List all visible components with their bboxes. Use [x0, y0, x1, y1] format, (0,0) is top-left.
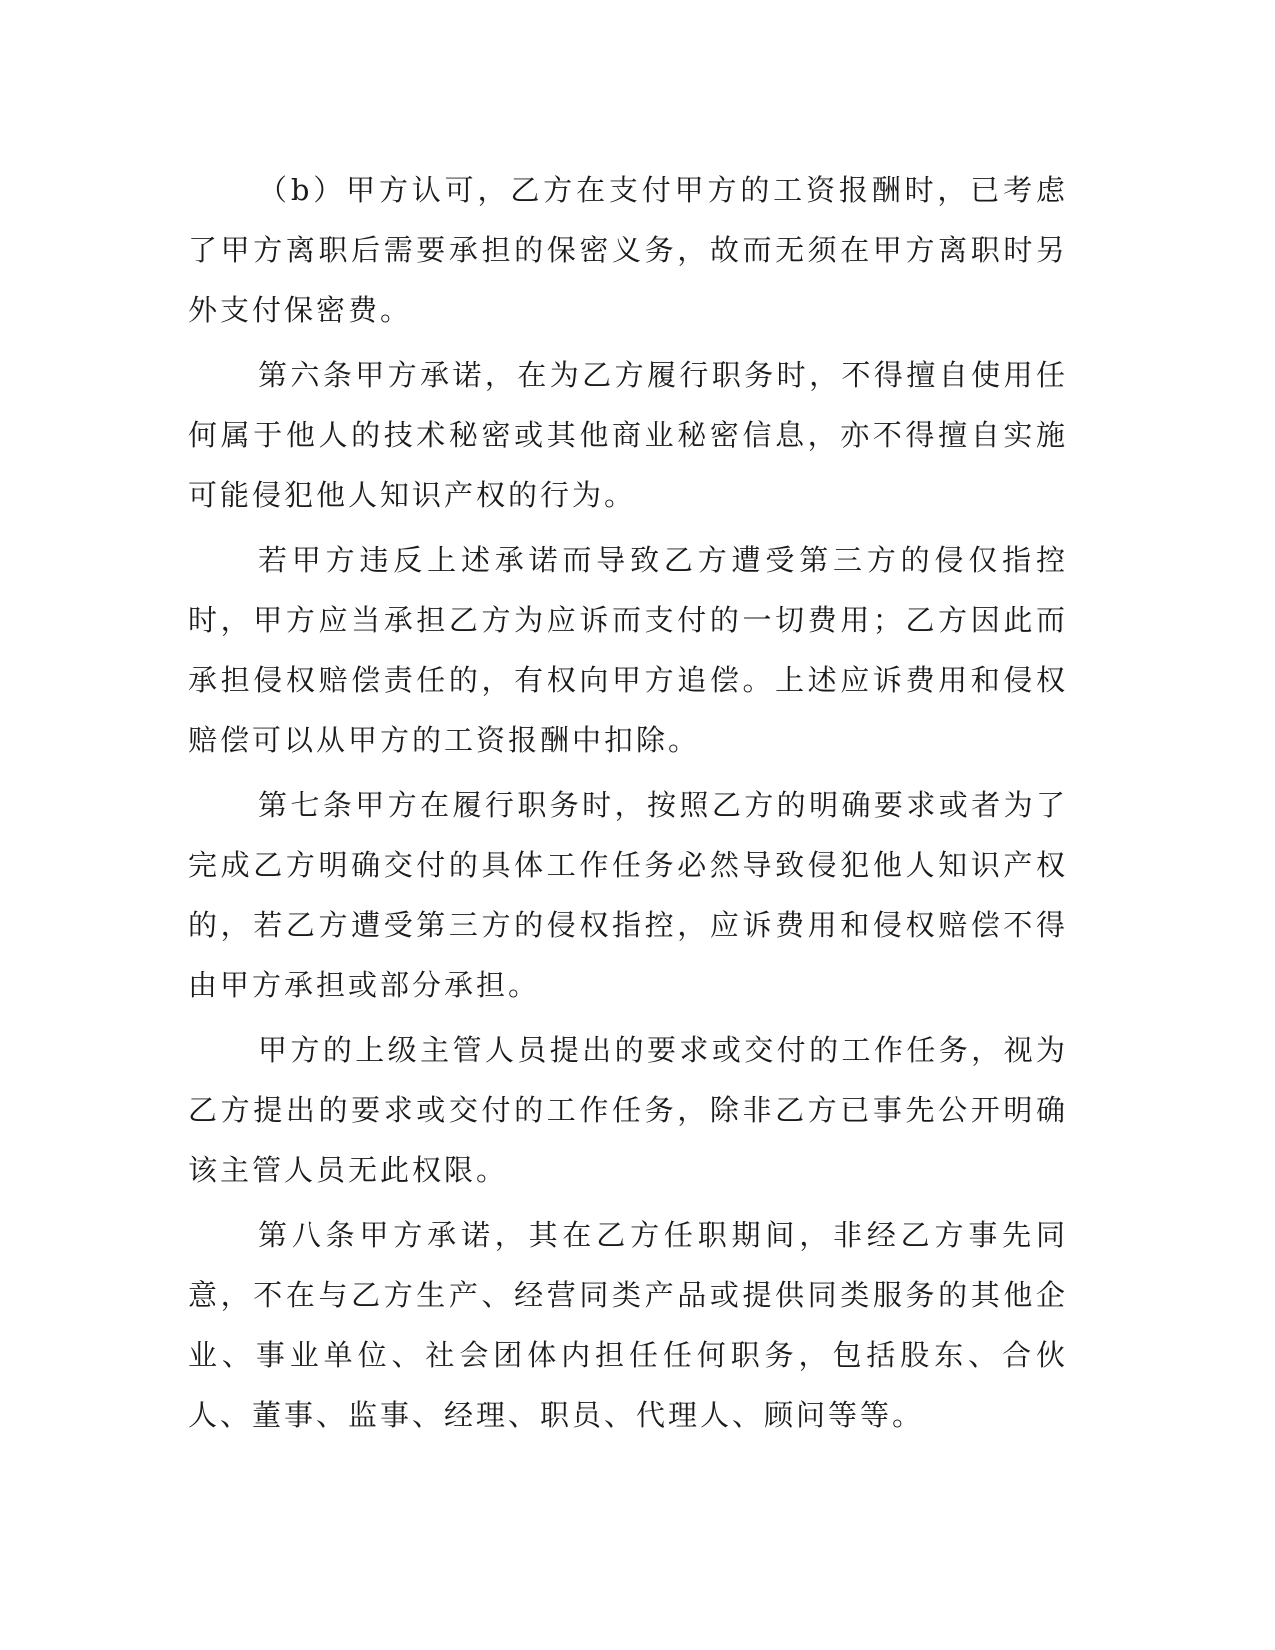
- paragraph-article-7: 第七条甲方在履行职务时，按照乙方的明确要求或者为了完成乙方明确交付的具体工作任务必然导致侵犯他人知识产权的，若乙方遭受第三方的侵权指控，应诉费用和侵权赔偿不得由甲方承担或部分承担。: [188, 788, 1068, 1002]
- paragraph-article-6: 第六条甲方承诺，在为乙方履行职务时，不得擅自使用任何属于他人的技术秘密或其他商业秘密信息，亦不得擅自实施可能侵犯他人知识产权的行为。: [188, 358, 1068, 512]
- paragraph-article-6-liability: 若甲方违反上述承诺而导致乙方遭受第三方的侵仅指控时，甲方应当承担乙方为应诉而支付的一切费用；乙方因此而承担侵权赔偿责任的，有权向甲方追偿。上述应诉费用和侵权赔偿可以从甲方的工资报酬中扣除。: [188, 543, 1068, 757]
- paragraph-confidentiality-fee: （b）甲方认可，乙方在支付甲方的工资报酬时，已考虑了甲方离职后需要承担的保密义务，故而无须在甲方离职时另外支付保密费。: [188, 173, 1068, 327]
- document-body: [188, 160, 1068, 1450]
- paragraph-article-8: 第八条甲方承诺，其在乙方任职期间，非经乙方事先同意，不在与乙方生产、经营同类产品或提供同类服务的其他企业、事业单位、社会团体内担任任何职务，包括股东、合伙人、董事、监事、经理、职员、代理人、顾问等等。: [188, 1218, 1068, 1432]
- paragraph-article-7-supervisor: 甲方的上级主管人员提出的要求或交付的工作任务，视为乙方提出的要求或交付的工作任务，除非乙方已事先公开明确该主管人员无此权限。: [188, 1033, 1068, 1187]
